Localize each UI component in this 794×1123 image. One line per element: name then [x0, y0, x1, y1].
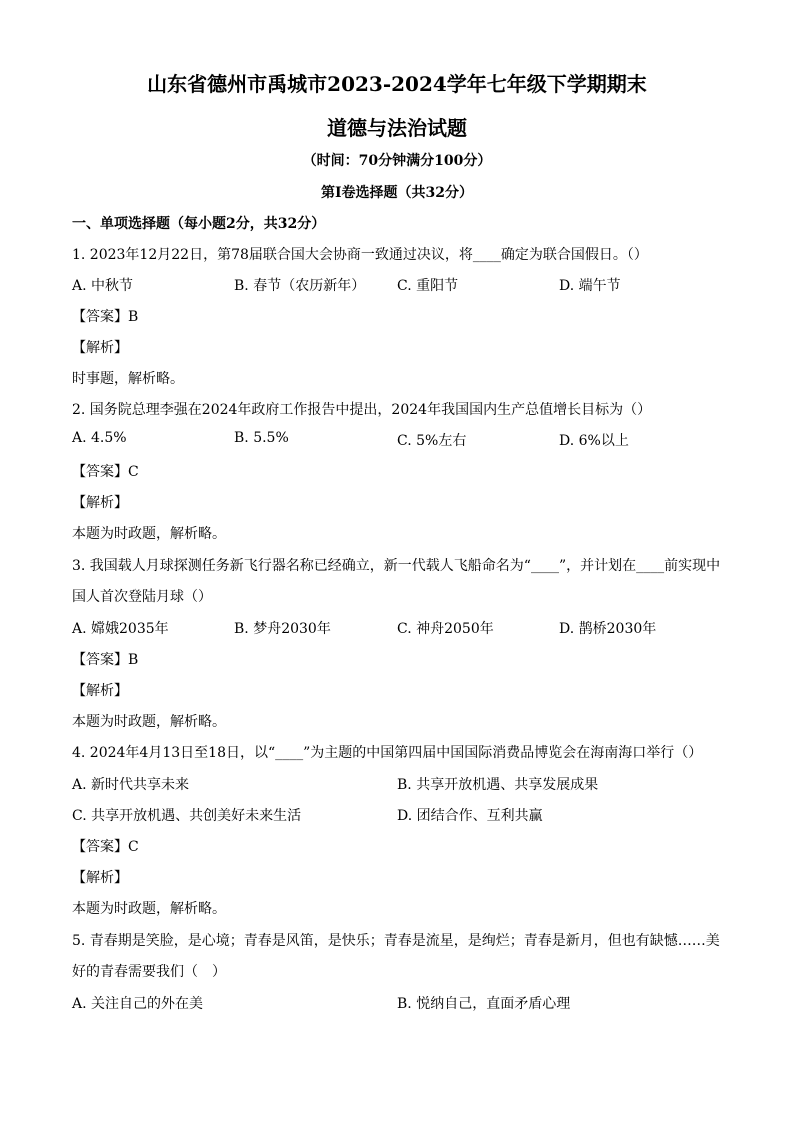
question-2-answer: 【答案】C	[72, 464, 139, 480]
time-note: （时间：70分钟满分100分）	[302, 153, 492, 169]
question-5-stem-line1: 5. 青春期是笑脸，是心境；青春是风笛，是快乐；青春是流星，是绚烂；青春是新月，但也有缺憾……美	[72, 933, 720, 949]
question-5-stem-line2: 好的青春需要我们（ ）	[72, 964, 226, 980]
question-3-stem-line2: 国人首次登陆月球（）	[72, 589, 212, 605]
question-3-analysis-label: 【解析】	[72, 683, 128, 699]
question-1-option-d: D. 端午节	[559, 278, 621, 294]
question-2-option-a: A. 4.5%	[72, 430, 127, 446]
question-4-stem: 4. 2024年4月13日至18日，以“____”为主题的中国第四届中国国际消费品博览会在海南海口举行（）	[72, 745, 703, 761]
question-5-option-b: B. 悦纳自己，直面矛盾心理	[397, 996, 571, 1012]
question-3-option-a: A. 嫦娥2035年	[72, 621, 169, 637]
part-title: 第Ⅰ卷选择题（共32分）	[320, 185, 474, 201]
question-1-analysis-label: 【解析】	[72, 340, 128, 356]
question-2-analysis: 本题为时政题，解析略。	[72, 526, 226, 542]
question-3-analysis: 本题为时政题，解析略。	[72, 714, 226, 730]
question-4-answer: 【答案】C	[72, 839, 139, 855]
question-3-option-b: B. 梦舟2030年	[234, 621, 331, 637]
question-4-option-c: C. 共享开放机遇、共创美好未来生活	[72, 808, 302, 824]
section-title: 一、单项选择题（每小题2分，共32分）	[72, 216, 326, 232]
question-1-stem: 1. 2023年12月22日，第78届联合国大会协商一致通过决议，将____确定为联合国假日。（）	[72, 247, 648, 263]
question-3-option-d: D. 鹊桥2030年	[559, 621, 657, 637]
question-3-answer: 【答案】B	[72, 652, 139, 668]
question-5-option-a: A. 关注自己的外在美	[72, 996, 204, 1012]
question-1-option-c: C. 重阳节	[397, 278, 459, 294]
question-1-option-b: B. 春节（农历新年）	[234, 278, 366, 294]
question-3-option-c: C. 神舟2050年	[397, 621, 494, 637]
question-4-option-b: B. 共享开放机遇、共享发展成果	[397, 777, 599, 793]
question-2-option-b: B. 5.5%	[234, 430, 289, 446]
question-1-answer: 【答案】B	[72, 309, 139, 325]
question-4-analysis: 本题为时政题，解析略。	[72, 901, 226, 917]
question-2-analysis-label: 【解析】	[72, 495, 128, 511]
exam-subtitle: 道德与法治试题	[327, 116, 467, 140]
exam-title: 山东省德州市禹城市2023-2024学年七年级下学期期末	[147, 72, 647, 96]
question-1-analysis: 时事题，解析略。	[72, 371, 184, 387]
question-2-option-c: C. 5%左右	[397, 433, 467, 449]
question-2-option-d: D. 6%以上	[559, 433, 629, 449]
question-2-stem: 2. 国务院总理李强在2024年政府工作报告中提出，2024年我国国内生产总值增长目标为（）	[72, 402, 652, 418]
question-4-option-d: D. 团结合作、互利共赢	[397, 808, 543, 824]
question-3-stem-line1: 3. 我国载人月球探测任务新飞行器名称已经确立，新一代载人飞船命名为“____”，并计划在____前实现中	[72, 558, 721, 574]
question-4-analysis-label: 【解析】	[72, 870, 128, 886]
question-4-option-a: A. 新时代共享未来	[72, 777, 190, 793]
question-1-option-a: A. 中秋节	[72, 278, 134, 294]
